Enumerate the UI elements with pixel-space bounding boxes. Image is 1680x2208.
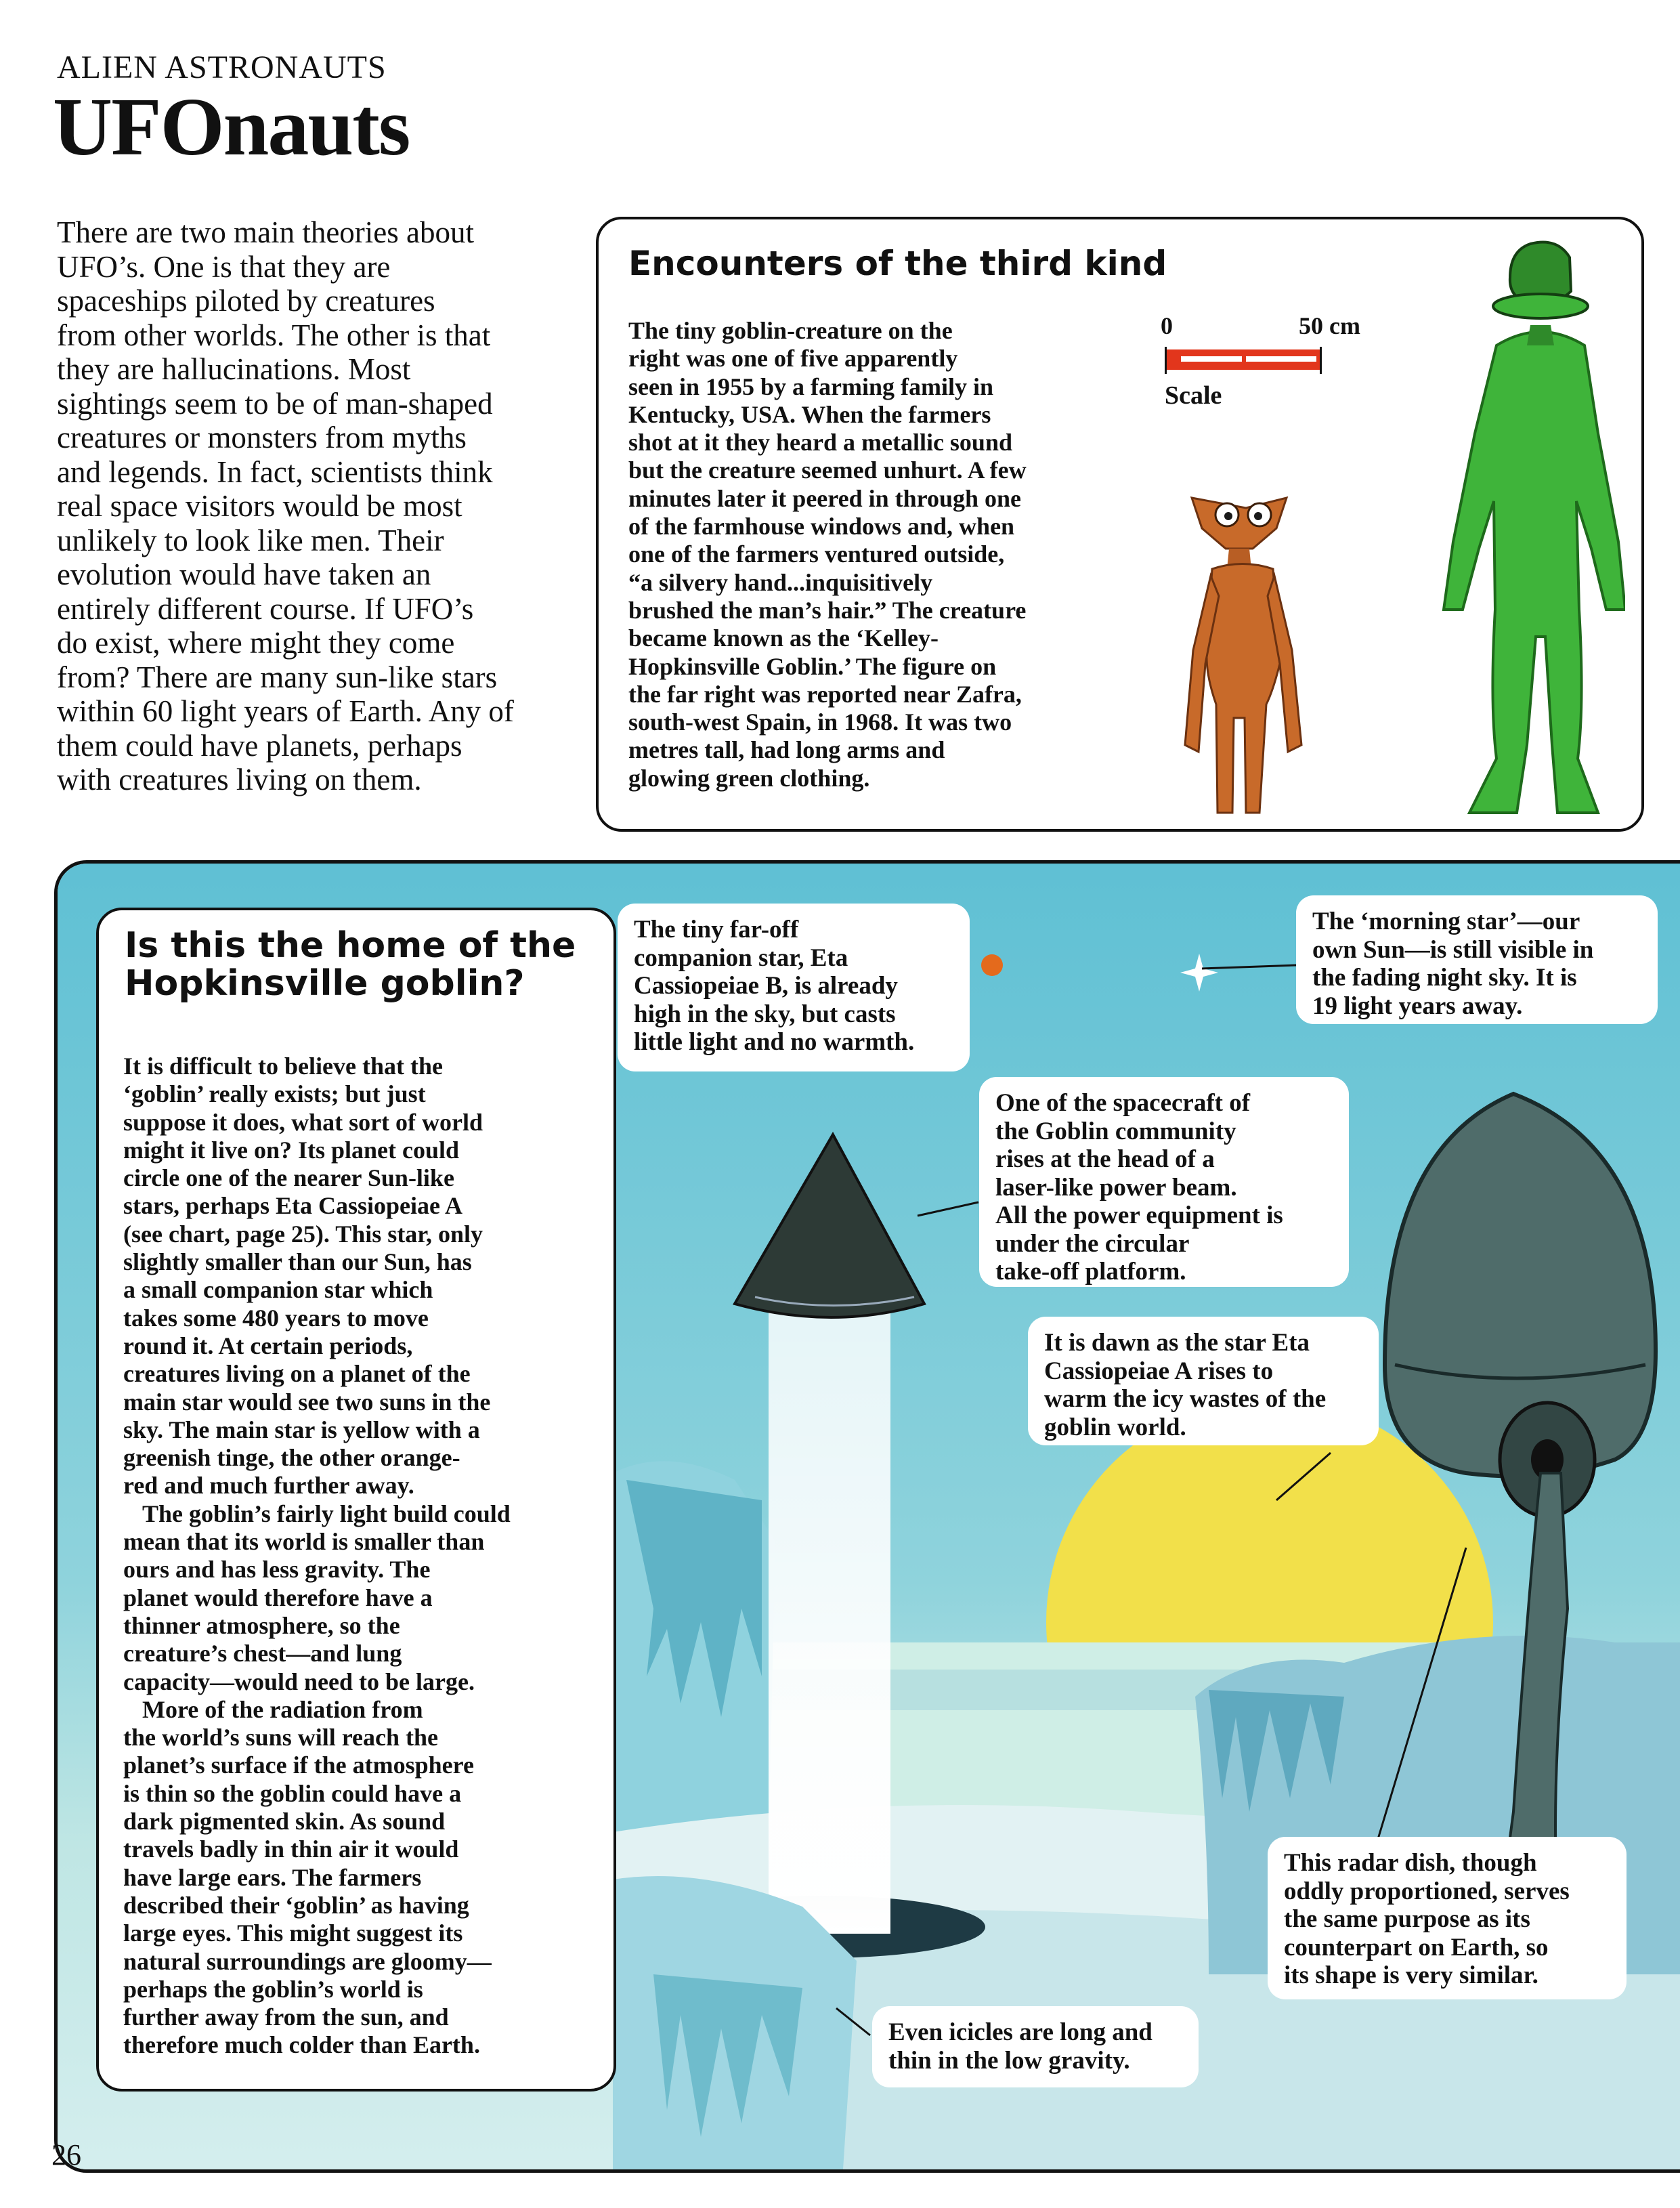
- caption-dawn-line: warm the icy wastes of the: [1044, 1385, 1327, 1413]
- home-article-line: planet’s surface if the atmosphere: [123, 1751, 474, 1779]
- encounters-line: Kentucky, USA. When the farmers: [628, 400, 991, 428]
- home-article-line: ‘goblin’ really exists; but just: [123, 1080, 426, 1108]
- caption-spacecraft-line: laser-like power beam.: [995, 1173, 1237, 1202]
- intro-line: entirely different course. If UFO’s: [57, 591, 474, 626]
- caption-spacecraft-line: under the circular: [995, 1229, 1190, 1258]
- power-beam: [769, 1311, 890, 1934]
- home-article-line: therefore much colder than Earth.: [123, 2031, 480, 2059]
- intro-line: within 60 light years of Earth. Any of: [57, 694, 514, 728]
- encounters-line: Hopkinsville Goblin.’ The figure on: [628, 652, 997, 680]
- caption-companion-star: [618, 904, 970, 1071]
- intro-line: sightings seem to be of man-shaped: [57, 386, 493, 421]
- caption-radar-line: oddly proportioned, serves: [1284, 1877, 1570, 1905]
- intro-line: evolution would have taken an: [57, 557, 431, 591]
- home-article-line: The goblin’s fairly light build could: [142, 1500, 511, 1527]
- encounters-line: seen in 1955 by a farming family in: [628, 373, 994, 400]
- hopkinsville-goblin-figure: [1185, 498, 1301, 813]
- encounters-line: minutes later it peered in through one: [628, 484, 1022, 512]
- home-article-line: described their ‘goblin’ as having: [123, 1891, 469, 1919]
- caption-radar-line: its shape is very similar.: [1284, 1961, 1538, 1989]
- home-article-line: travels badly in thin air it would: [123, 1835, 459, 1863]
- caption-dawn-line: It is dawn as the star Eta: [1044, 1329, 1310, 1357]
- home-article-line: is thin so the goblin could have a: [123, 1779, 462, 1807]
- page-title: UFOnauts: [53, 81, 410, 173]
- scale-zero-label: 0: [1161, 312, 1173, 339]
- home-article-line: the world’s suns will reach the: [123, 1724, 439, 1751]
- intro-line: and legends. In fact, scientists think: [57, 454, 493, 489]
- caption-companion-line: Cassiopeiae B, is already: [634, 972, 898, 1000]
- intro-line: from other worlds. The other is that: [57, 318, 491, 352]
- encounters-line: of the farmhouse windows and, when: [628, 513, 1015, 540]
- caption-companion-line: companion star, Eta: [634, 943, 848, 972]
- home-article-line: perhaps the goblin’s world is: [123, 1975, 423, 2003]
- caption-radar-line: counterpart on Earth, so: [1284, 1933, 1549, 1961]
- caption-icicles-line: thin in the low gravity.: [888, 2046, 1130, 2075]
- home-article-line: a small companion star which: [123, 1276, 433, 1304]
- caption-companion-line: high in the sky, but casts: [634, 1000, 896, 1028]
- caption-spacecraft-line: All the power equipment is: [995, 1202, 1283, 1229]
- home-article-line: red and much further away.: [123, 1472, 414, 1500]
- encounters-line: shot at it they heard a metallic sound: [628, 429, 1012, 457]
- encounters-line: right was one of five apparently: [628, 345, 958, 373]
- caption-dawn-line: goblin world.: [1044, 1413, 1186, 1441]
- home-article-line: slightly smaller than our Sun, has: [123, 1248, 472, 1276]
- home-article-line: main star would see two suns in the: [123, 1388, 491, 1416]
- intro-line: spaceships piloted by creatures: [57, 284, 435, 318]
- intro-line: There are two main theories about: [57, 215, 475, 249]
- intro-line: UFO’s. One is that they are: [57, 249, 391, 284]
- encounters-line: south-west Spain, in 1968. It was two: [628, 708, 1012, 736]
- home-article-line: dark pigmented skin. As sound: [123, 1808, 446, 1835]
- home-article-line: have large ears. The farmers: [123, 1863, 422, 1891]
- intro-line: real space visitors would be most: [57, 489, 462, 523]
- caption-spacecraft-line: One of the spacecraft of: [995, 1089, 1251, 1117]
- encounters-line: The tiny goblin-creature on the: [628, 317, 953, 344]
- intro-line: them could have planets, perhaps: [57, 728, 462, 763]
- caption-morning-line: the fading night sky. It is: [1312, 964, 1577, 992]
- caption-morning-line: 19 light years away.: [1312, 992, 1523, 1020]
- scale-max-label: 50 cm: [1299, 312, 1360, 339]
- encounters-heading: Encounters of the third kind: [628, 244, 1167, 283]
- home-article-line: thinner atmosphere, so the: [123, 1611, 400, 1639]
- home-article-text: [123, 1053, 590, 2060]
- caption-morning-line: The ‘morning star’—our: [1312, 908, 1580, 935]
- caption-companion-line: little light and no warmth.: [634, 1028, 915, 1056]
- caption-dawn: [1028, 1317, 1379, 1445]
- home-article-line: creatures living on a planet of the: [123, 1360, 471, 1388]
- home-article-line: round it. At certain periods,: [123, 1332, 413, 1359]
- encounters-line: became known as the ‘Kelley-: [628, 624, 939, 652]
- home-article-line: stars, perhaps Eta Cassiopeiae A: [123, 1192, 463, 1220]
- encounters-line: glowing green clothing.: [628, 764, 870, 792]
- encounters-line: metres tall, had long arms and: [628, 736, 945, 764]
- intro-line: unlikely to look like men. Their: [57, 523, 444, 557]
- home-article-line: sky. The main star is yellow with a: [123, 1416, 480, 1443]
- home-heading-line-1: Is this the home of the: [125, 925, 576, 966]
- intro-line: creatures or monsters from myths: [57, 421, 467, 454]
- intro-line: from? There are many sun-like stars: [57, 660, 498, 694]
- encounters-line: one of the farmers ventured outside,: [628, 540, 1005, 568]
- home-article-line: It is difficult to believe that the: [123, 1053, 443, 1080]
- caption-morning-line: own Sun—is still visible in: [1312, 935, 1594, 964]
- home-heading: [125, 927, 599, 1002]
- home-article-line: greenish tinge, the other orange-: [123, 1444, 460, 1472]
- home-article-line: planet would therefore have a: [123, 1584, 433, 1611]
- home-article-line: large eyes. This might suggest its: [123, 1919, 463, 1947]
- home-article-line: takes some 480 years to move: [123, 1304, 429, 1332]
- home-article-line: ours and has less gravity. The: [123, 1556, 431, 1584]
- encounters-line: “a silvery hand...inquisitively: [628, 568, 933, 596]
- intro-line: they are hallucinations. Most: [57, 352, 411, 386]
- creature-figures-illustration: [1151, 230, 1625, 824]
- home-article-line: creature’s chest—and lung: [123, 1640, 402, 1668]
- home-article-line: More of the radiation from: [142, 1695, 423, 1723]
- home-article-line: mean that its world is smaller than: [123, 1528, 485, 1556]
- home-article-line: might it live on? Its planet could: [123, 1136, 460, 1164]
- intro-line: do exist, where might they come: [57, 626, 455, 660]
- intro-text: [57, 215, 585, 797]
- page-number: 26: [51, 2138, 81, 2171]
- caption-spacecraft-line: the Goblin community: [995, 1117, 1236, 1145]
- caption-morning-star: [1296, 895, 1658, 1024]
- caption-spacecraft: [979, 1077, 1349, 1287]
- caption-companion-line: The tiny far-off: [634, 916, 799, 943]
- home-article-line: natural surroundings are gloomy—: [123, 1947, 492, 1975]
- caption-icicles: [872, 2006, 1199, 2087]
- encounters-line: the far right was reported near Zafra,: [628, 680, 1022, 708]
- home-heading-line-2: Hopkinsville goblin?: [125, 963, 525, 1004]
- encounters-line: brushed the man’s hair.” The creature: [628, 596, 1027, 624]
- scale-label: Scale: [1165, 381, 1222, 410]
- caption-radar-line: the same purpose as its: [1284, 1905, 1530, 1933]
- companion-star: [981, 954, 1003, 976]
- section-kicker: ALIEN ASTRONAUTS: [57, 49, 387, 85]
- caption-icicles-line: Even icicles are long and: [888, 2018, 1153, 2046]
- zafra-green-figure: [1444, 242, 1625, 813]
- encounters-text: [628, 317, 1109, 792]
- home-article-line: circle one of the nearer Sun-like: [123, 1164, 454, 1192]
- home-article-line: suppose it does, what sort of world: [123, 1108, 483, 1136]
- encounters-line: but the creature seemed unhurt. A few: [628, 457, 1027, 484]
- caption-dawn-line: Cassiopeiae A rises to: [1044, 1357, 1274, 1385]
- caption-spacecraft-line: take-off platform.: [995, 1258, 1186, 1286]
- home-article-line: capacity—would need to be large.: [123, 1668, 475, 1695]
- caption-radar-dish: [1268, 1837, 1627, 1999]
- home-article-line: further away from the sun, and: [123, 2003, 449, 2031]
- caption-radar-line: This radar dish, though: [1284, 1849, 1537, 1877]
- intro-line: with creatures living on them.: [57, 763, 422, 797]
- home-article-line: (see chart, page 25). This star, only: [123, 1220, 483, 1248]
- caption-spacecraft-line: rises at the head of a: [995, 1145, 1215, 1173]
